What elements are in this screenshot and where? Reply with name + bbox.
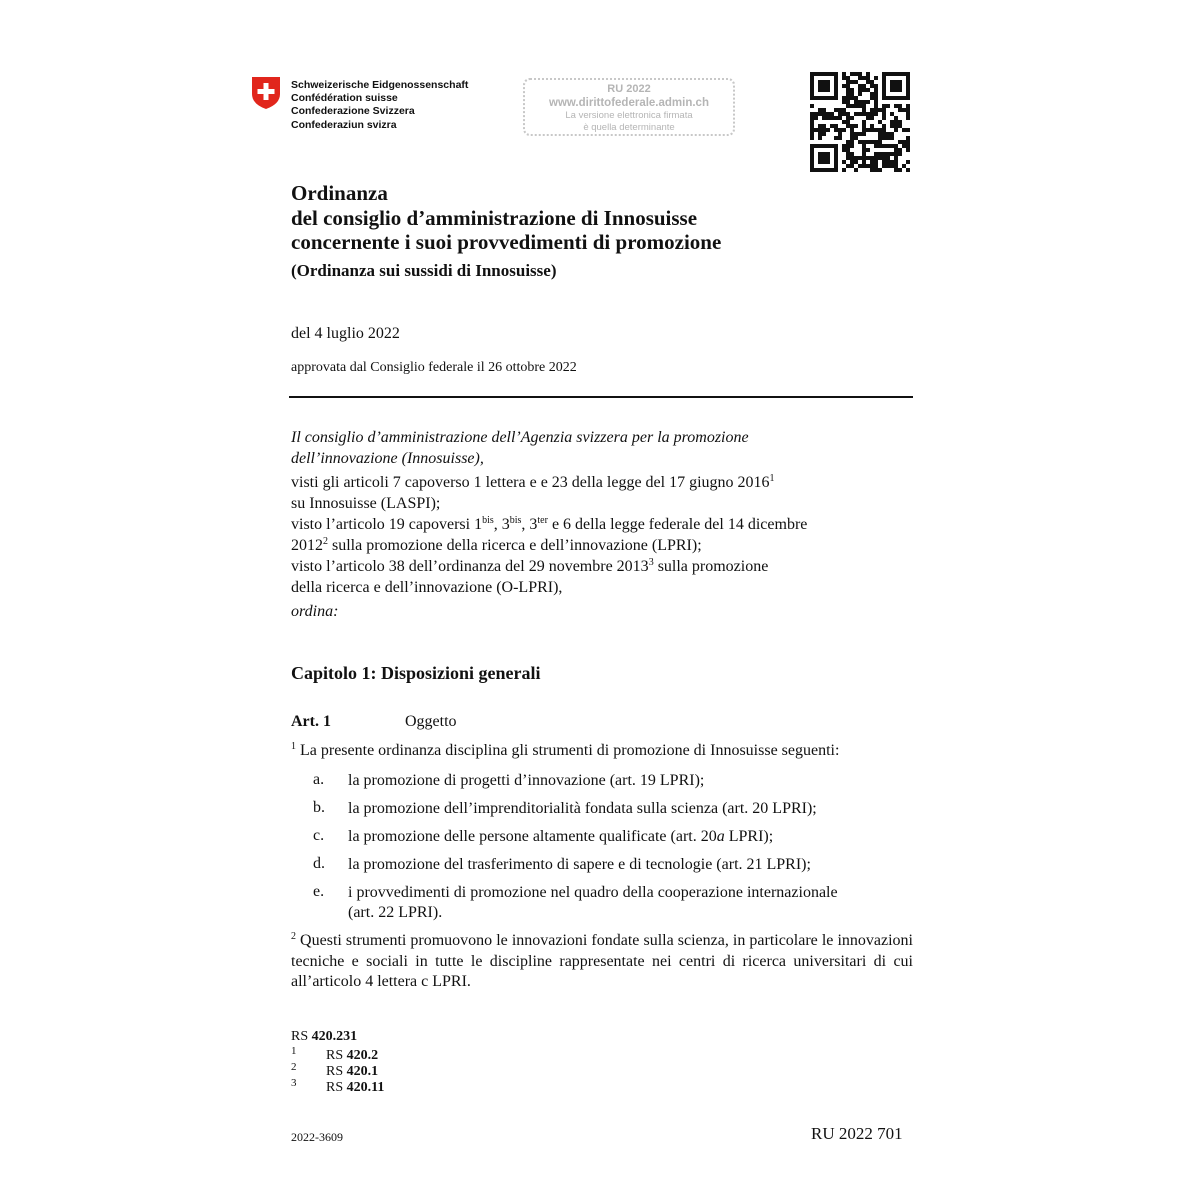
publication-stamp <box>523 78 735 136</box>
stamp-note-1: La versione elettronica firmata <box>565 110 693 121</box>
list-item-text: la promozione di progetti d’innovazione (art. 19 LPRI); <box>348 772 705 789</box>
article-label: Art. 1 <box>291 713 331 730</box>
confederation-name-fr: Confédération suisse <box>291 92 398 105</box>
divider <box>289 396 913 398</box>
stamp-note-2: è quella determinante <box>583 122 675 133</box>
preamble-visto-2b: 2012$^2$ sulla promozione della ricerca e dell’innovazione (LPRI); <box>291 536 702 554</box>
article-paragraph-1: $^1$ La presente ordinanza disciplina gli strumenti di promozione di Innosuisse seguenti: <box>291 741 840 759</box>
short-title: (Ordinanza sui sussidi di Innosuisse) <box>291 261 557 280</box>
footnote-text: RS 420.1 <box>326 1064 379 1079</box>
footnote-number: 2 <box>291 1061 297 1073</box>
list-item-letter: e. <box>313 883 325 900</box>
ru-reference: RU 2022 701 <box>811 1124 903 1143</box>
footnote-number: 3 <box>291 1077 297 1089</box>
footnote-text: RS 420.11 <box>326 1080 385 1095</box>
stamp-ref: RU 2022 <box>607 83 651 95</box>
list-item-text-continued: (art. 22 LPRI). <box>348 904 443 921</box>
preamble-visto-1b: su Innosuisse (LASPI); <box>291 495 441 512</box>
list-item-letter: a. <box>313 771 325 788</box>
preamble-visto-1a: visti gli articoli 7 capoverso 1 lettera e e 23 della legge del 17 giugno 2016$^1$ <box>291 473 775 491</box>
approval-note: approvata dal Consiglio federale il 26 ottobre 2022 <box>291 360 577 375</box>
article-paragraph-2: $^2$ Questi strumenti promuovono le innovazioni fondate sulla scienza, in particolare le innovazioni tecniche e sociali in tutte le discipline rappresentate nei centri di ricerca universitari di cui all’articolo 4 lettera c LPRI. <box>291 931 913 990</box>
list-item-text: la promozione del trasferimento di sapere e di tecnologie (art. 21 LPRI); <box>348 856 811 873</box>
swiss-crest-icon <box>251 76 281 110</box>
preamble-ordina: ordina: <box>291 603 339 620</box>
preamble-visto-3a: visto l’articolo 38 dell’ordinanza del 29 novembre 2013$^3$ sulla promozione <box>291 557 769 575</box>
confederation-name-it: Confederazione Svizzera <box>291 105 415 118</box>
footnote-text: RS 420.2 <box>326 1048 379 1063</box>
list-item-text: la promozione delle persone altamente qualificate (art. 20a LPRI); <box>348 828 774 845</box>
confederation-name-rm: Confederaziun svizra <box>291 118 397 131</box>
preamble-authority-1: Il consiglio d’amministrazione dell’Agenzia svizzera per la promozione <box>291 429 749 446</box>
document-title <box>291 181 721 255</box>
list-item-letter: c. <box>313 827 325 844</box>
list-item-letter: d. <box>313 855 325 872</box>
list-item-letter: b. <box>313 799 325 816</box>
title-line-1: Ordinanza <box>291 181 388 205</box>
preamble-authority-2: dell’innovazione (Innosuisse), <box>291 450 484 467</box>
chapter-heading: Capitolo 1: Disposizioni generali <box>291 663 541 683</box>
confederation-name-de: Schweizerische Eidgenossenschaft <box>291 79 469 91</box>
title-line-3: concernente i suoi provvedimenti di promozione <box>291 230 722 254</box>
stamp-url[interactable]: www.dirittofederale.admin.ch <box>549 97 709 109</box>
article-title: Oggetto <box>405 713 457 730</box>
list-item-text: i provvedimenti di promozione nel quadro della cooperazione internazionale <box>348 884 838 901</box>
preamble-visto-3b: della ricerca e dell’innovazione (O-LPRI), <box>291 579 563 596</box>
document-id: 2022-3609 <box>291 1130 343 1144</box>
title-line-2: del consiglio d’amministrazione di Innosuisse <box>291 205 698 230</box>
confederation-names <box>291 79 468 132</box>
document-date: del 4 luglio 2022 <box>291 325 400 342</box>
qr-code-icon <box>810 72 910 172</box>
footnote-number: 1 <box>291 1045 297 1057</box>
rs-reference: RS 420.231 <box>291 1029 358 1044</box>
list-item-text: la promozione dell’imprenditorialità fondata sulla scienza (art. 20 LPRI); <box>348 800 817 817</box>
preamble-visto-2a: visto l’articolo 19 capoversi $1^{bis}$, $3^{bis}$, $3^{ter}$ e 6 della legge federale del 14 dicembre <box>291 515 808 533</box>
